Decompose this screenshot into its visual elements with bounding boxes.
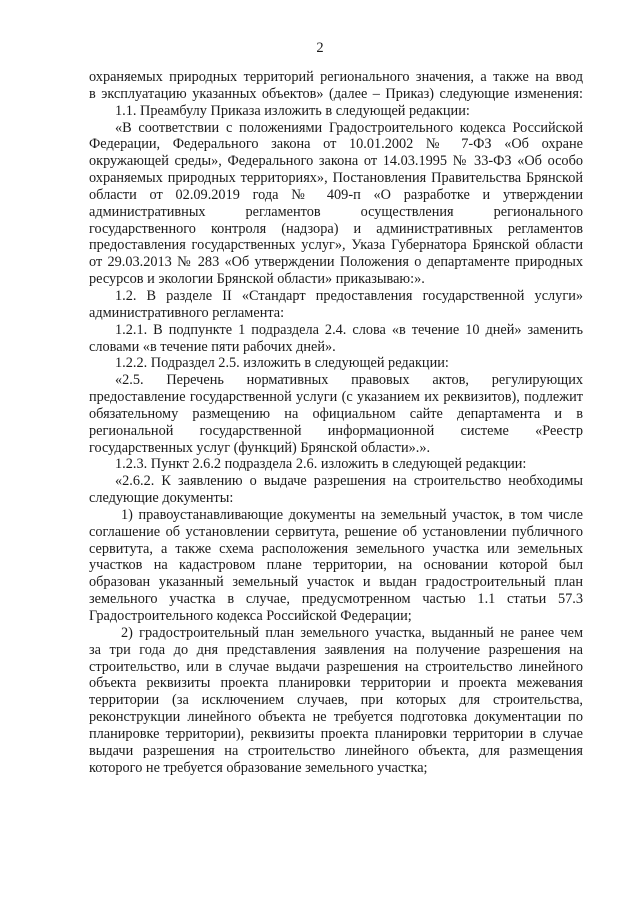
text-line: объекта реквизиты проекта планировки территории и проекта межевания bbox=[89, 675, 583, 692]
text-line: ресурсов и экологии Брянской области» приказываю:». bbox=[89, 271, 425, 288]
text-line: сервитута, а также схема расположения земельного участка или земельных bbox=[89, 540, 583, 557]
text-line: «В соответствии с положениями Градостроительного кодекса Российской bbox=[115, 119, 583, 136]
text-line: образован указанный земельный участок и выдан градостроительный план bbox=[89, 574, 583, 591]
text-line: 1.2. В разделе II «Стандарт предоставления государственной услуги» bbox=[115, 287, 583, 304]
text-line: 2) градостроительный план земельного участка, выданный не ранее чем bbox=[121, 624, 583, 641]
text-line: обязательному размещению на официальном сайте департамента и в bbox=[89, 405, 583, 422]
text-line: государственных услуг (функций) Брянской области».». bbox=[89, 439, 431, 456]
document-body bbox=[89, 69, 583, 776]
text-line: Градостроительного кодекса Российской Федерации; bbox=[89, 608, 412, 624]
text-line: 1.2.1. В подпункте 1 подраздела 2.4. слова «в течение 10 дней» заменить bbox=[115, 321, 583, 338]
text-line: соглашение об установлении сервитута, решение об установлении публичного bbox=[89, 523, 583, 540]
text-line: которого не требуется образование земельного участка; bbox=[89, 759, 428, 776]
text-line: выдачи разрешения на строительство линейного объекта, для размещения bbox=[89, 742, 583, 759]
text-line: Федерации, Федерального закона от 10.01.2002 № 7-ФЗ «Об охране bbox=[89, 136, 583, 153]
text-line: 1.2.3. Пункт 2.6.2 подраздела 2.6. изложить в следующей редакции: bbox=[115, 456, 527, 473]
page-number: 2 bbox=[316, 40, 324, 56]
text-line: охраняемых природных территориях», Постановления Правительства Брянской bbox=[89, 170, 583, 187]
text-line: строительство, или в случае выдачи разрешения на строительство линейного bbox=[89, 658, 583, 675]
text-line: предоставление государственной услуги (с указанием их реквизитов), подлежит bbox=[89, 389, 583, 406]
text-line: 1.1. Преамбулу Приказа изложить в следующей редакции: bbox=[115, 102, 470, 119]
text-line: земельного участка в случае, предусмотренном частью 1.1 статьи 57.3 bbox=[89, 591, 583, 608]
text-line: региональной государственной информационной системе «Реестр bbox=[89, 422, 583, 439]
text-line: предоставления государственных услуг», Указа Губернатора Брянской области bbox=[89, 237, 583, 254]
text-line: планировке территории), реквизиты проекта планировки территории в случае bbox=[89, 725, 583, 742]
text-line: административных регламентов осуществления регионального bbox=[89, 203, 583, 220]
text-line: в эксплуатацию указанных объектов» (далее – Приказ) следующие изменения: bbox=[89, 85, 583, 102]
text-line: 1.2.2. Подраздел 2.5. изложить в следующей редакции: bbox=[115, 355, 449, 372]
text-line: участков на кадастровом плане территории, на основании которой был bbox=[89, 557, 583, 574]
text-line: от 29.03.2013 № 283 «Об утверждении Положения о департаменте природных bbox=[89, 254, 583, 271]
text-line: охраняемых природных территорий регионального значения, а также на ввод bbox=[89, 69, 583, 85]
text-line: окружающей среды», Федерального закона от 14.03.1995 № 33-ФЗ «Об особо bbox=[89, 153, 583, 170]
text-line: области от 02.09.2019 года № 409-п «О разработке и утверждении bbox=[89, 186, 583, 203]
text-line: административного регламента: bbox=[89, 304, 285, 321]
text-line: за три года до дня представления заявления на получение разрешения на bbox=[89, 641, 583, 658]
text-line: «2.6.2. К заявлению о выдаче разрешения на строительство необходимы bbox=[115, 473, 583, 490]
text-line: реконструкции линейного объекта не требуется подготовка документации по bbox=[89, 709, 583, 726]
text-line: «2.5. Перечень нормативных правовых актов, регулирующих bbox=[115, 372, 583, 389]
text-line: следующие документы: bbox=[89, 490, 234, 507]
text-line: 1) правоустанавливающие документы на земельный участок, в том числе bbox=[121, 506, 583, 523]
text-line: словами «в течение пяти рабочих дней». bbox=[89, 338, 336, 355]
text-line: государственного контроля (надзора) и административных регламентов bbox=[89, 220, 583, 237]
text-line: территории (за исключением случаев, при которых для строительства, bbox=[89, 692, 583, 709]
